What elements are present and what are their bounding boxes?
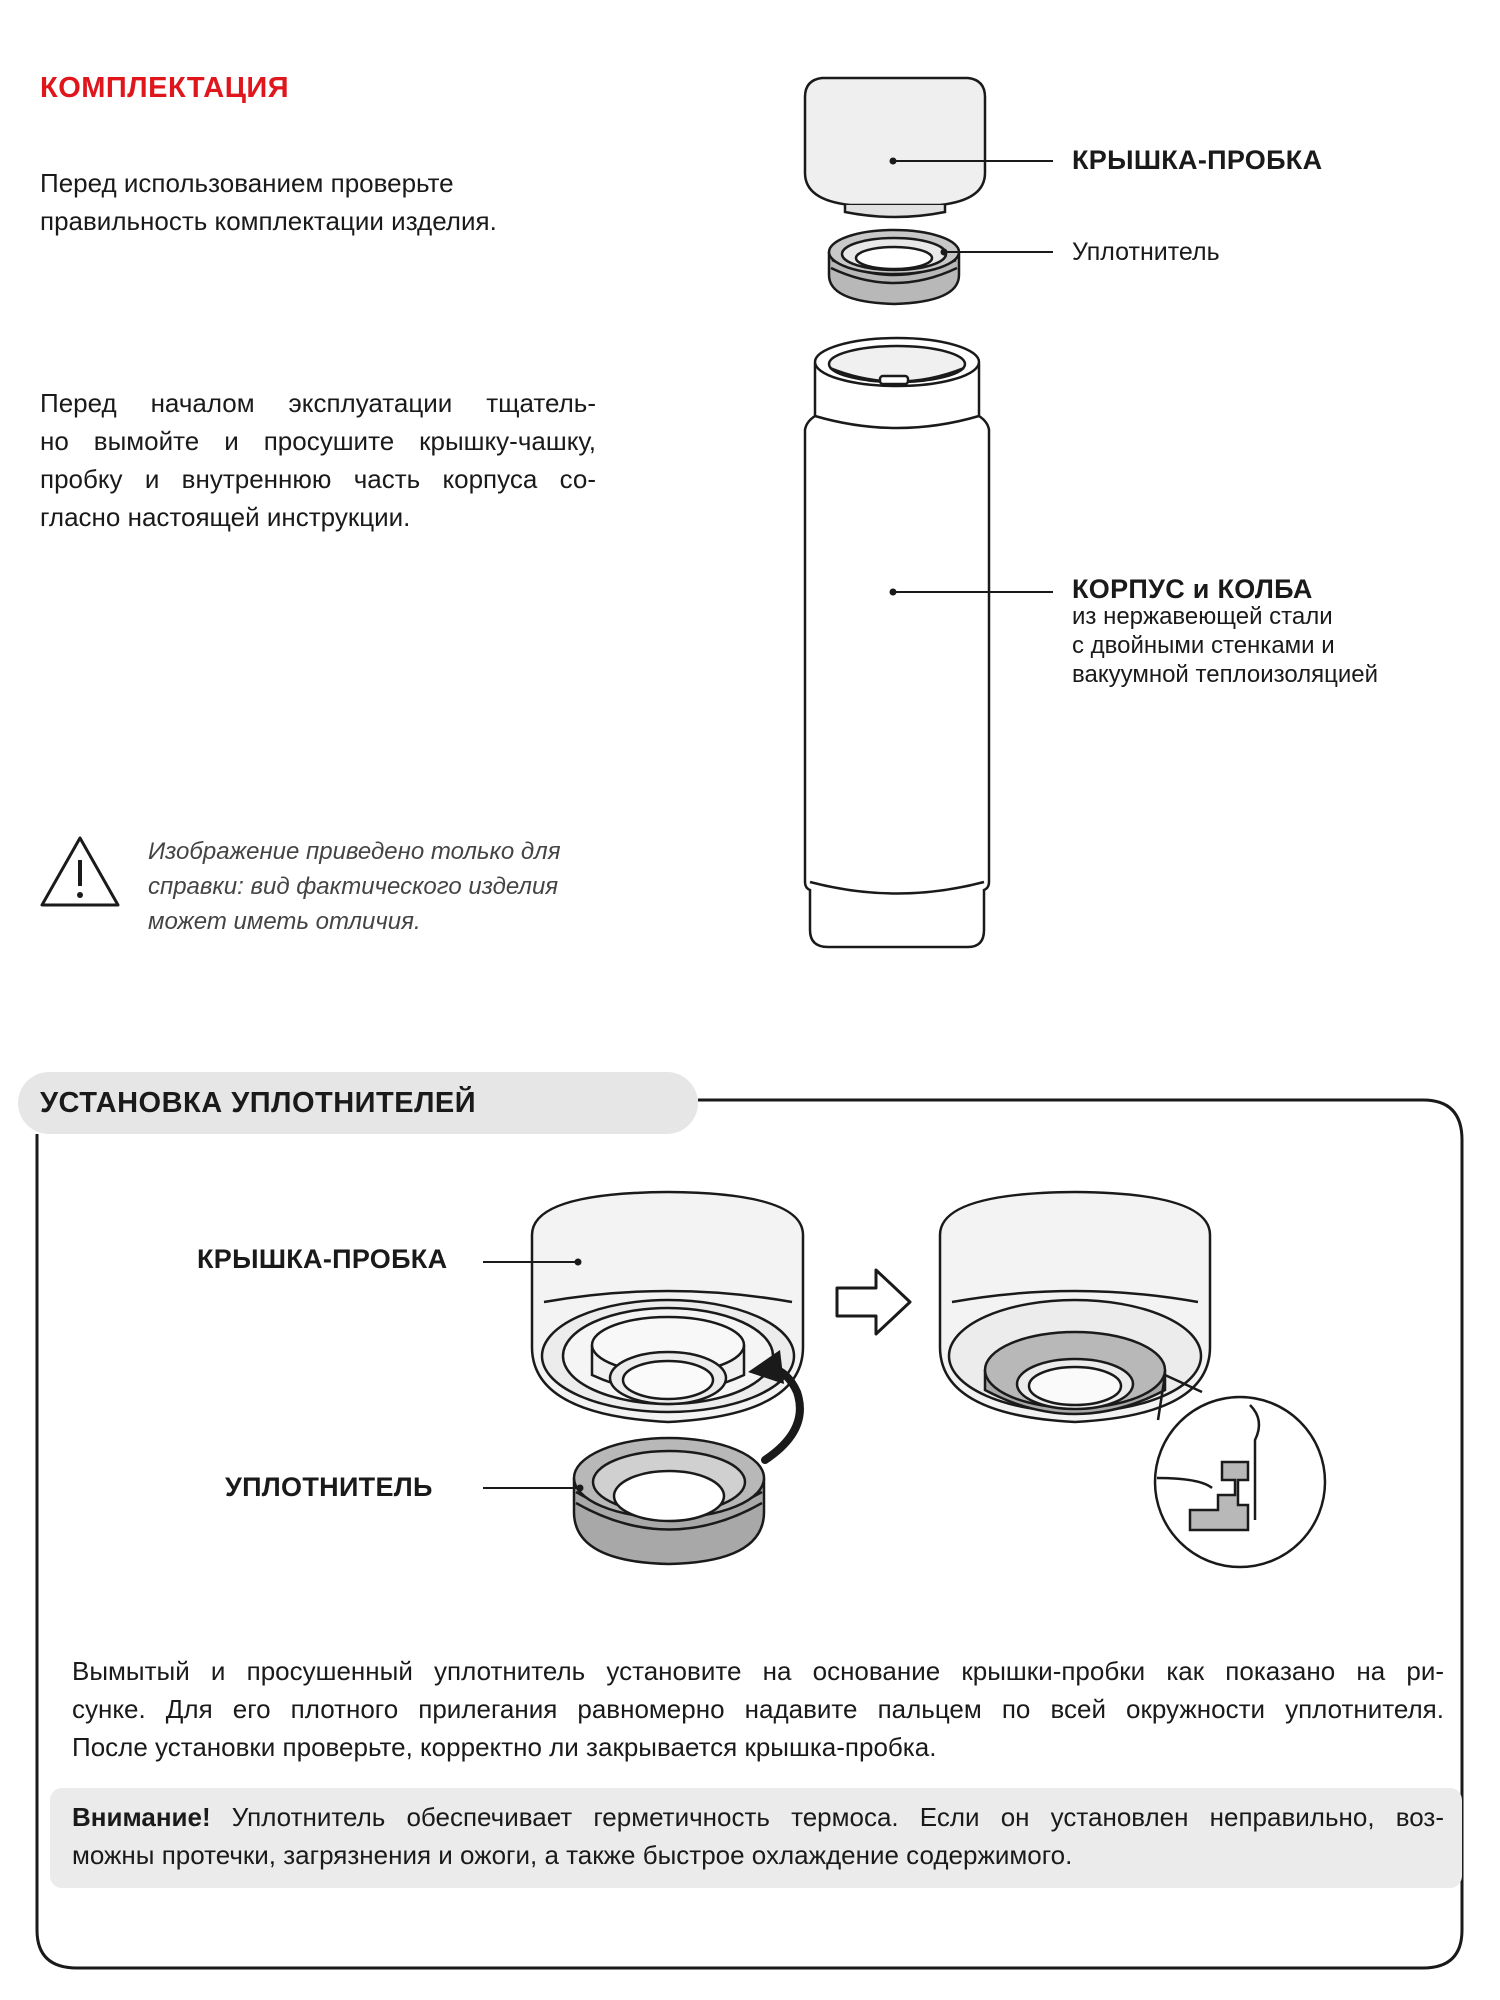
- instructions-line-3: После установки проверьте, корректно ли закрывается крышка-пробка.: [72, 1732, 937, 1762]
- seal-install-title: УСТАНОВКА УПЛОТНИТЕЛЕЙ: [40, 1087, 477, 1119]
- reference-note-line-1: Изображение приведено только для: [148, 838, 561, 865]
- body-desc-line-2: с двойными стенками и: [1072, 632, 1335, 659]
- kit-intro-line-2: правильность комплектации изделия.: [40, 206, 497, 236]
- cap-bottom-right-illustration: [940, 1192, 1210, 1422]
- label-cap-stopper-bottom: КРЫШКА-ПРОБКА: [197, 1244, 448, 1274]
- label-body-flask: КОРПУС и КОЛБА: [1072, 574, 1313, 604]
- kit-title: КОМПЛЕКТАЦИЯ: [40, 72, 290, 104]
- kit-prepare-text: [40, 384, 596, 536]
- body-flask-description: [1072, 602, 1378, 689]
- label-seal: Уплотнитель: [1072, 238, 1220, 266]
- seal-detail-zoom: [1155, 1375, 1325, 1567]
- warning-triangle-icon: [42, 838, 118, 905]
- thermos-body-illustration: [805, 338, 989, 947]
- seal-bottom-left-illustration: [574, 1438, 764, 1564]
- warning-line-1-text: Уплотнитель обеспечивает герметичность термоса. Если он установлен неправильно, воз-: [210, 1802, 1444, 1832]
- seal-install-instructions: [72, 1652, 1444, 1766]
- kit-prepare-line-4: гласно настоящей инструкции.: [40, 502, 411, 532]
- seal-ring-illustration: [829, 230, 959, 304]
- kit-intro-line-1: Перед использованием проверьте: [40, 168, 454, 198]
- label-cap-stopper: КРЫШКА-ПРОБКА: [1072, 145, 1323, 175]
- reference-note-line-2: справки: вид фактического изделия: [148, 873, 559, 900]
- warning-line-1: [72, 1798, 1444, 1836]
- instructions-line-1: Вымытый и просушенный уплотнитель установите на основание крышки-пробки как показано на ри-: [72, 1656, 1444, 1686]
- reference-note-line-3: может иметь отличия.: [148, 908, 421, 935]
- kit-prepare-line-1: Перед началом эксплуатации тщатель-: [40, 388, 596, 418]
- warning-label: Внимание!: [72, 1802, 211, 1832]
- instructions-line-2: сунке. Для его плотного прилегания равномерно надавите пальцем по всей окружности уплотнителя.: [72, 1694, 1444, 1724]
- label-seal-bottom: УПЛОТНИТЕЛЬ: [225, 1472, 433, 1502]
- kit-intro-text: [40, 164, 640, 240]
- cap-stopper-illustration: [805, 78, 985, 217]
- kit-prepare-line-3: пробку и внутреннюю часть корпуса со-: [40, 464, 596, 494]
- right-arrow-icon: [837, 1270, 910, 1334]
- warning-text: [72, 1798, 1444, 1874]
- kit-prepare-line-2: но вымойте и просушите крышку-чашку,: [40, 426, 596, 456]
- body-desc-line-1: из нержавеющей стали: [1072, 603, 1333, 630]
- reference-note: [148, 834, 618, 939]
- warning-line-2: можны протечки, загрязнения и ожоги, а также быстрое охлаждение содержимого.: [72, 1840, 1073, 1870]
- cap-bottom-left-illustration: [532, 1192, 803, 1422]
- body-desc-line-3: вакуумной теплоизоляцией: [1072, 661, 1379, 688]
